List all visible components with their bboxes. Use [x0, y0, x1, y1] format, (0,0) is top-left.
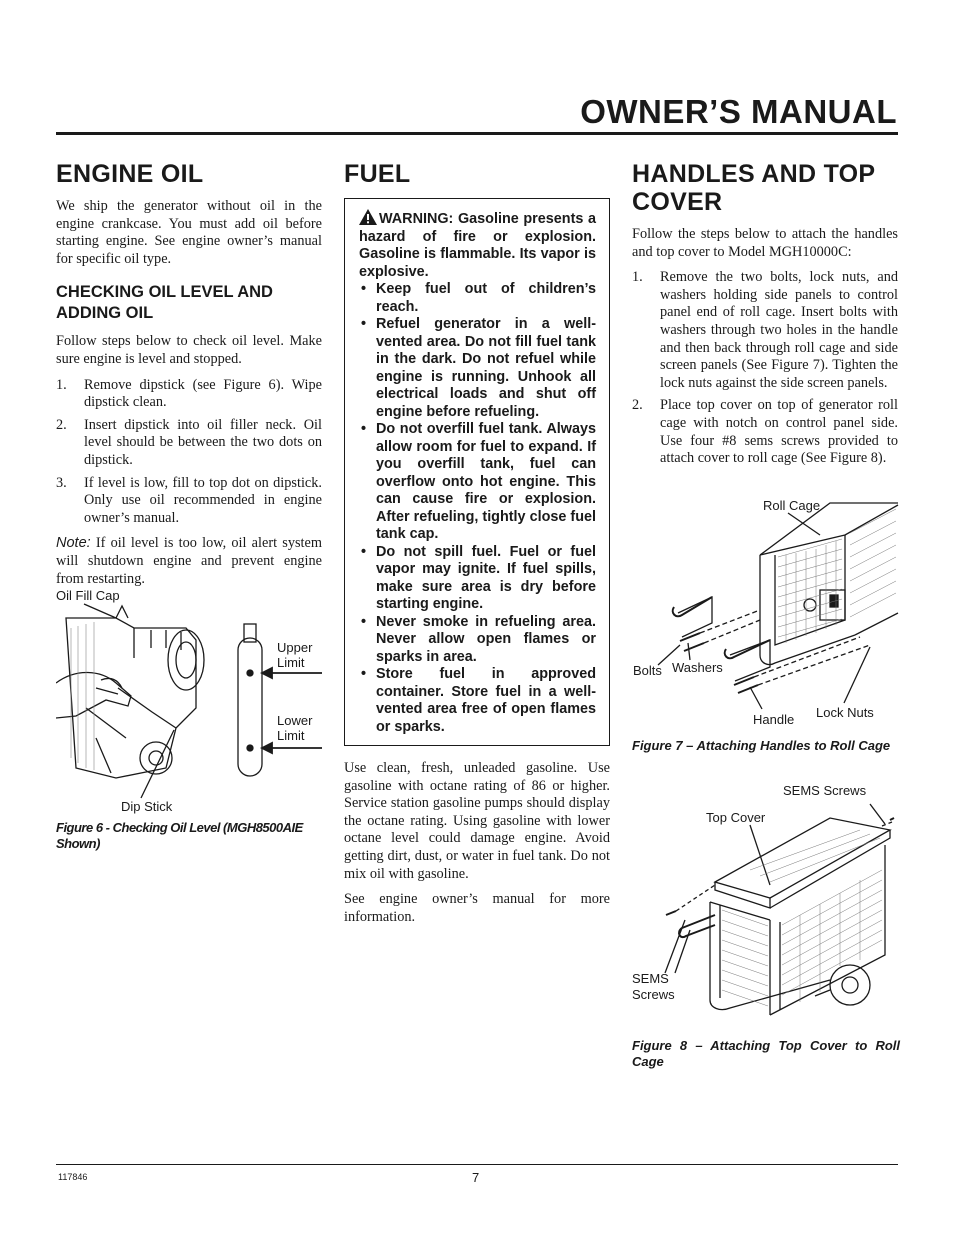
- figure-6-oil-level: [56, 588, 326, 818]
- warning-bullets: [359, 281, 596, 736]
- label-bolts: Bolts: [633, 663, 662, 678]
- label-handle: Handle: [753, 712, 795, 727]
- figure-6-caption-wrap: [56, 820, 326, 852]
- list-item: 2. Place top cover on top of generator roll cage with notch on control panel side. Use four #8 sems screws provided to attach cover to roll cage (See Figure 8).: [632, 397, 898, 467]
- handles-intro: Follow the steps below to attach the handles and top cover to Model MGH10000C:: [632, 226, 898, 260]
- figure-6-caption: Figure 6 - Checking Oil Level (MGH8500AIE Shown): [56, 820, 303, 851]
- label-sems-left-1: SEMS: [632, 971, 669, 986]
- oil-steps-list: [56, 377, 322, 528]
- label-top-cover: Top Cover: [706, 810, 766, 825]
- warning-triangle-icon: [359, 209, 377, 225]
- figure-8-caption-wrap: [632, 1038, 900, 1070]
- label-sems-screws-top: SEMS Screws: [783, 783, 867, 798]
- oil-note: Note: If oil level is too low, oil alert system will shutdown engine and prevent engine from restarting.: [56, 535, 322, 587]
- title-rule: [56, 132, 898, 135]
- fuel-heading: FUEL: [344, 160, 411, 188]
- list-item: • Never smoke in refueling area. Never allow open flames or sparks in area.: [361, 613, 596, 665]
- document-code: 117846: [58, 1172, 88, 1182]
- handles-steps-list: [632, 269, 898, 468]
- checking-oil-lead: Follow steps below to check oil level. Make sure engine is level and stopped.: [56, 333, 322, 367]
- figure-8-top-cover: [630, 780, 900, 1035]
- warning-intro: WARNING: Gasoline presents a hazard of fire or explosion. Gasoline is flammable. Its vapor is explosive.: [359, 211, 596, 280]
- label-lock-nuts: Lock Nuts: [816, 705, 874, 720]
- list-item: 1. Remove dipstick (see Figure 6). Wipe dipstick clean.: [56, 376, 322, 411]
- handles-column: [632, 160, 898, 476]
- engine-oil-intro: We ship the generator without oil in the engine crankcase. You must add oil before starting engine. See engine owner’s manual for specific oil type.: [56, 198, 322, 267]
- label-washers: Washers: [672, 660, 723, 675]
- label-roll-cage: Roll Cage: [763, 498, 821, 513]
- label-upper-limit: Upper Limit: [277, 640, 313, 670]
- figure-7-handles: [630, 495, 900, 730]
- roll-cage-handles-illustration: [630, 495, 900, 730]
- engine-dipstick-illustration: [56, 588, 326, 818]
- list-item: • Keep fuel out of children’s reach.: [361, 281, 596, 315]
- label-sems-left-2: Screws: [632, 987, 675, 1002]
- fuel-paragraph-1: Use clean, fresh, unleaded gasoline. Use gasoline with octane rating of 86 or higher. Service station gasoline pumps should display the octane rating. Using gasoline with lower octane level could damage engine. Avoid getting dirt, dust, or water in fuel tank. Do not mix oil with gasoline.: [344, 760, 610, 882]
- list-item: 2. Insert dipstick into oil filler neck. Oil level should be between the two dots on dipstick.: [56, 416, 322, 468]
- list-item: • Do not spill fuel. Fuel or fuel vapor may ignite. If fuel spills, make sure area is dry before starting engine.: [361, 543, 596, 612]
- list-item: • Store fuel in approved container. Store fuel in a well-vented area free of open flames or sparks.: [361, 666, 596, 735]
- engine-oil-heading: ENGINE OIL: [56, 160, 204, 188]
- fuel-column: [344, 160, 610, 934]
- page-title: OWNER’S MANUAL: [580, 93, 897, 130]
- handles-heading: HANDLES AND TOP COVER: [632, 160, 875, 216]
- figure-7-caption: Figure 7 – Attaching Handles to Roll Cage: [632, 738, 891, 753]
- list-item: • Do not overfill fuel tank. Always allow room for fuel to expand. If you overfill tank, fuel can overflow onto hot engine. This can cause fire or explosion. After refueling, tightly close fuel tank cap.: [361, 421, 596, 542]
- fuel-warning-box: [344, 198, 610, 746]
- figure-7-caption-wrap: [632, 738, 900, 754]
- page-number: 7: [472, 1170, 480, 1185]
- list-item: 1. Remove the two bolts, lock nuts, and washers holding side panels to control panel end of roll cage. Insert bolts with washers through two holes in the handle and then back through roll cage and side screen panels (See Figure 7). Tighten the lock nuts against the side screen panels.: [632, 269, 898, 391]
- fuel-paragraph-2: See engine owner’s manual for more information.: [344, 891, 610, 925]
- engine-oil-column: [56, 160, 322, 596]
- footer-rule: [56, 1164, 898, 1165]
- label-lower-limit: Lower Limit: [277, 713, 313, 743]
- label-dip-stick: Dip Stick: [121, 799, 173, 814]
- list-item: 3. If level is low, fill to top dot on dipstick. Only use oil recommended in engine owner’s manual.: [56, 474, 322, 526]
- checking-oil-subheading: CHECKING OIL LEVEL AND ADDING OIL: [56, 283, 273, 323]
- label-oil-fill-cap: Oil Fill Cap: [56, 588, 120, 603]
- list-item: • Refuel generator in a well-vented area. Do not fill fuel tank in the dark. Do not refuel while engine is running. Unhook all electrical loads and shut off engine before refueling.: [361, 316, 596, 420]
- figure-8-caption: Figure 8 – Attaching Top Cover to Roll Cage: [632, 1038, 900, 1069]
